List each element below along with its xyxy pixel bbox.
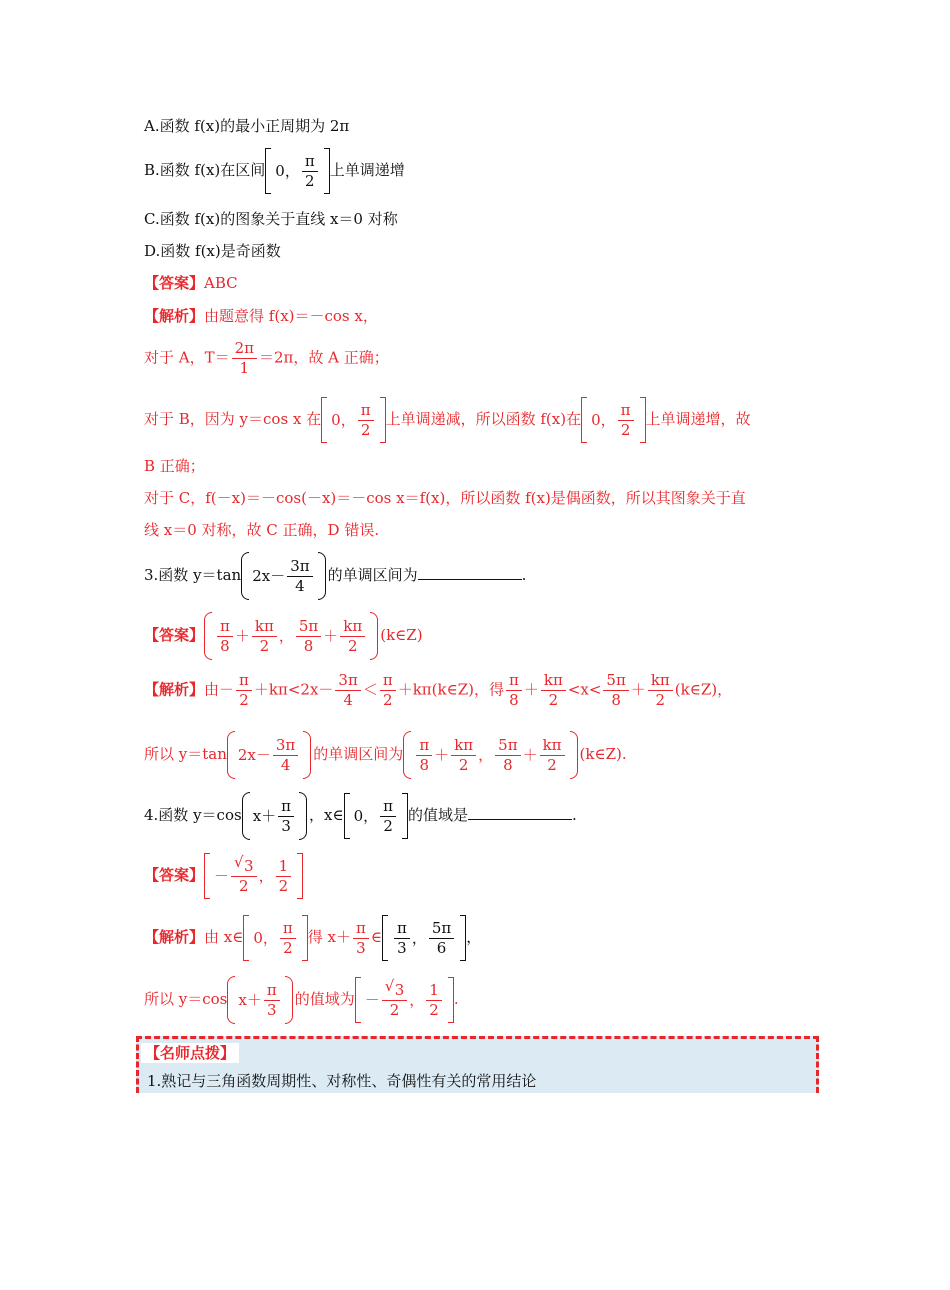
tips-body: 1.熟记与三角函数周期性、对称性、奇偶性有关的常用结论 [147,1072,537,1090]
interval-bracket: 0 ， $\frac{\pi}{2}$ [265,148,329,194]
q4-analysis-line2: 所以 y＝cos x＋ $\frac{\pi}{3}$ 的值域为 － √ 3 2 ， $\frac{1}{2}$ . [144,976,459,1024]
answer-blank [468,805,572,820]
q2-answer [144,272,238,294]
q2-analysis-line5: 对于 C，f(－x)＝－cos(－x)＝－cos x＝f(x)，所以函数 f(x)是偶函数，所以其图象关于直 [144,489,746,507]
q4-answer: 【答案】 － √ 3 2 ， $\frac{1}{2}$ [144,853,303,899]
q3-answer: 【答案】 $\frac{\pi}{8}$ ＋ $\frac{k\pi}{2}$ ， $\frac{5\pi}{8}$ ＋ $\frac{k\pi}{2}$ (k∈Z) [144,612,423,660]
q2-analysis-line6: 线 x＝0 对称，故 C 正确，D 错误. [144,521,380,539]
answer-blank [418,565,522,580]
tips-box [136,1036,819,1093]
q3-analysis-line1: 【解析】由－ $\frac{\pi}{2}$ ＋kπ<2x－ $\frac{3\pi}{4}$ ＜ $\frac{\pi}{2}$ ＋kπ(k∈Z)，得 $\frac{\pi}{8}$ ＋ $\frac{k\pi}{2}$ <x< $\frac{5\pi}{8}$ ＋ $\frac{k\pi}{2}$ (k∈Z)， [144,671,733,709]
option-b-suffix: 上单调递增 [329,161,405,179]
answer-label: 【答案】 [144,274,205,292]
q2-analysis-line2: 对于 A，T＝ $\frac{2\pi}{1}$ ＝2π，故 A 正确； [144,339,389,377]
analysis-label: 【解析】 [144,307,205,325]
q4-question: 4.函数 y＝cos x＋ $\frac{\pi}{3}$ ，x∈ 0 ， $\frac{\pi}{2}$ 的值域是 . [144,792,577,840]
q4-analysis-line1: 【解析】由 x∈ 0 ， $\frac{\pi}{2}$ 得 x＋ $\frac{\pi}{3}$ ∈ $\frac{\pi}{3}$ ， $\frac{5\pi}{6}$ ， [144,915,481,961]
q2-analysis-line3: 对于 B，因为 y＝cos x 在 0 ， $\frac{\pi}{2}$ 上单调递减，所以函数 f(x)在 0 ， $\frac{\pi}{2}$ 上单调递增，故 [144,397,751,443]
option-c: C.函数 f(x)的图象关于直线 x＝0 对称 [144,210,398,228]
tips-title: 【名师点拨】 [141,1043,239,1063]
q2-analysis-line4: B 正确； [144,457,205,475]
q3-question: 3.函数 y＝tan 2x－ $\frac{3\pi}{4}$ 的单调区间为 . [144,552,526,600]
option-b-text: B.函数 f(x)在区间 [144,161,266,179]
q2-analysis-line1: 【解析】由题意得 f(x)＝－cos x， [144,307,378,325]
option-a: A.函数 f(x)的最小正周期为 2π [144,117,350,135]
option-b [144,148,405,194]
answer-value: ABC [204,274,238,292]
option-d: D.函数 f(x)是奇函数 [144,242,281,260]
q3-analysis-line2: 所以 y＝tan 2x－ $\frac{3\pi}{4}$ 的单调区间为 $\frac{\pi}{8}$ ＋ $\frac{k\pi}{2}$ ， $\frac{5\pi}{8}$ ＋ $\frac{k\pi}{2}$ (k∈Z). [144,731,627,779]
